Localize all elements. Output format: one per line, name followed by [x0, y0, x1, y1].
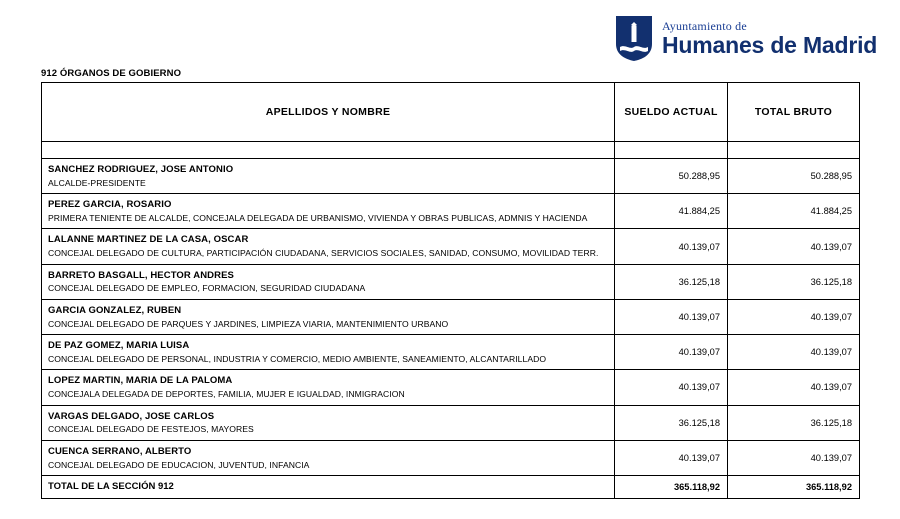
total-bruto: 365.118,92	[728, 475, 860, 498]
person-role: ALCALDE-PRESIDENTE	[48, 177, 146, 188]
row-name-cell	[42, 335, 615, 370]
person-name: DE PAZ GOMEZ, MARIA LUISA	[48, 340, 190, 352]
row-total-cell: 40.139,07	[728, 370, 860, 405]
person-role: CONCEJAL DELEGADO DE FESTEJOS, MAYORES	[48, 424, 254, 435]
logo-line-1: Ayuntamiento de	[662, 18, 747, 33]
header-total: TOTAL BRUTO	[728, 83, 860, 142]
person-role: CONCEJAL DELEGADO DE PERSONAL, INDUSTRIA Y COMERCIO, MEDIO AMBIENTE, SANEAMIENTO, ALCANTARILLADO	[48, 353, 547, 364]
person-role: CONCEJAL DELEGADO DE CULTURA, PARTICIPACIÓN CIUDADANA, SERVICIOS SOCIALES, SANIDAD, CONSUMO, MOVILIDAD TERR.	[48, 248, 599, 259]
person-role: CONCEJAL DELEGADO DE EMPLEO, FORMACION, SEGURIDAD CIUDADANA	[48, 283, 366, 294]
logo-text	[662, 20, 877, 57]
table-row	[42, 299, 860, 334]
person-role: PRIMERA TENIENTE DE ALCALDE, CONCEJALA DELEGADA DE URBANISMO, VIVIENDA Y OBRAS PUBLICAS, ADMNIS Y HACIENDA	[48, 212, 588, 223]
table-row	[42, 440, 860, 475]
person-name: PEREZ GARCIA, ROSARIO	[48, 199, 172, 211]
table-body	[42, 142, 860, 499]
person-name: LOPEZ MARTIN, MARIA DE LA PALOMA	[48, 375, 233, 387]
person-name: CUENCA SERRANO, ALBERTO	[48, 445, 192, 457]
person-role: CONCEJAL DELEGADO DE EDUCACION, JUVENTUD, INFANCIA	[48, 459, 310, 470]
row-name-cell	[42, 229, 615, 264]
municipality-logo	[614, 10, 884, 66]
spacer-cell	[615, 142, 728, 159]
table-row	[42, 335, 860, 370]
row-sueldo-cell: 36.125,18	[615, 264, 728, 299]
header-sueldo: SUELDO ACTUAL	[615, 83, 728, 142]
row-name-cell	[42, 370, 615, 405]
table-spacer-row	[42, 142, 860, 159]
person-name: GARCIA GONZALEZ, RUBEN	[48, 304, 182, 316]
coat-of-arms-shield-icon	[614, 14, 654, 62]
row-total-cell: 40.139,07	[728, 299, 860, 334]
row-sueldo-cell: 36.125,18	[615, 405, 728, 440]
person-name: VARGAS DELGADO, JOSE CARLOS	[48, 410, 215, 422]
spacer-cell	[42, 142, 615, 159]
row-name-cell	[42, 405, 615, 440]
person-name: LALANNE MARTINEZ DE LA CASA, OSCAR	[48, 234, 249, 246]
row-total-cell: 40.139,07	[728, 229, 860, 264]
person-role: CONCEJALA DELEGADA DE DEPORTES, FAMILIA, MUJER E IGUALDAD, INMIGRACION	[48, 389, 405, 400]
section-title: 912 ÓRGANOS DE GOBIERNO	[41, 68, 182, 79]
row-name-cell	[42, 440, 615, 475]
table-total-row	[42, 475, 860, 498]
person-name: BARRETO BASGALL, HECTOR ANDRES	[48, 269, 234, 281]
person-role: CONCEJAL DELEGADO DE PARQUES Y JARDINES, LIMPIEZA VIARIA, MANTENIMIENTO URBANO	[48, 318, 449, 329]
row-name-cell	[42, 194, 615, 229]
row-sueldo-cell: 40.139,07	[615, 299, 728, 334]
salary-table	[41, 82, 860, 499]
row-sueldo-cell: 50.288,95	[615, 159, 728, 194]
table-row	[42, 405, 860, 440]
row-total-cell: 50.288,95	[728, 159, 860, 194]
row-sueldo-cell: 41.884,25	[615, 194, 728, 229]
total-label: TOTAL DE LA SECCIÓN 912	[42, 475, 615, 498]
person-name: SANCHEZ RODRIGUEZ, JOSE ANTONIO	[48, 164, 234, 175]
logo-line-2: Humanes de Madrid	[662, 31, 878, 58]
table-row	[42, 159, 860, 194]
table-row	[42, 194, 860, 229]
row-sueldo-cell: 40.139,07	[615, 229, 728, 264]
row-name-cell	[42, 264, 615, 299]
row-total-cell: 41.884,25	[728, 194, 860, 229]
row-sueldo-cell: 40.139,07	[615, 335, 728, 370]
table-row	[42, 264, 860, 299]
row-name-cell	[42, 159, 615, 194]
row-total-cell: 36.125,18	[728, 264, 860, 299]
table-row	[42, 229, 860, 264]
spacer-cell	[728, 142, 860, 159]
table-row	[42, 370, 860, 405]
total-sueldo: 365.118,92	[615, 475, 728, 498]
table-header-row	[42, 83, 860, 142]
row-name-cell	[42, 299, 615, 334]
row-total-cell: 40.139,07	[728, 440, 860, 475]
header-name: APELLIDOS Y NOMBRE	[42, 83, 615, 142]
row-total-cell: 40.139,07	[728, 335, 860, 370]
row-total-cell: 36.125,18	[728, 405, 860, 440]
row-sueldo-cell: 40.139,07	[615, 440, 728, 475]
salary-table-container	[41, 82, 859, 499]
row-sueldo-cell: 40.139,07	[615, 370, 728, 405]
